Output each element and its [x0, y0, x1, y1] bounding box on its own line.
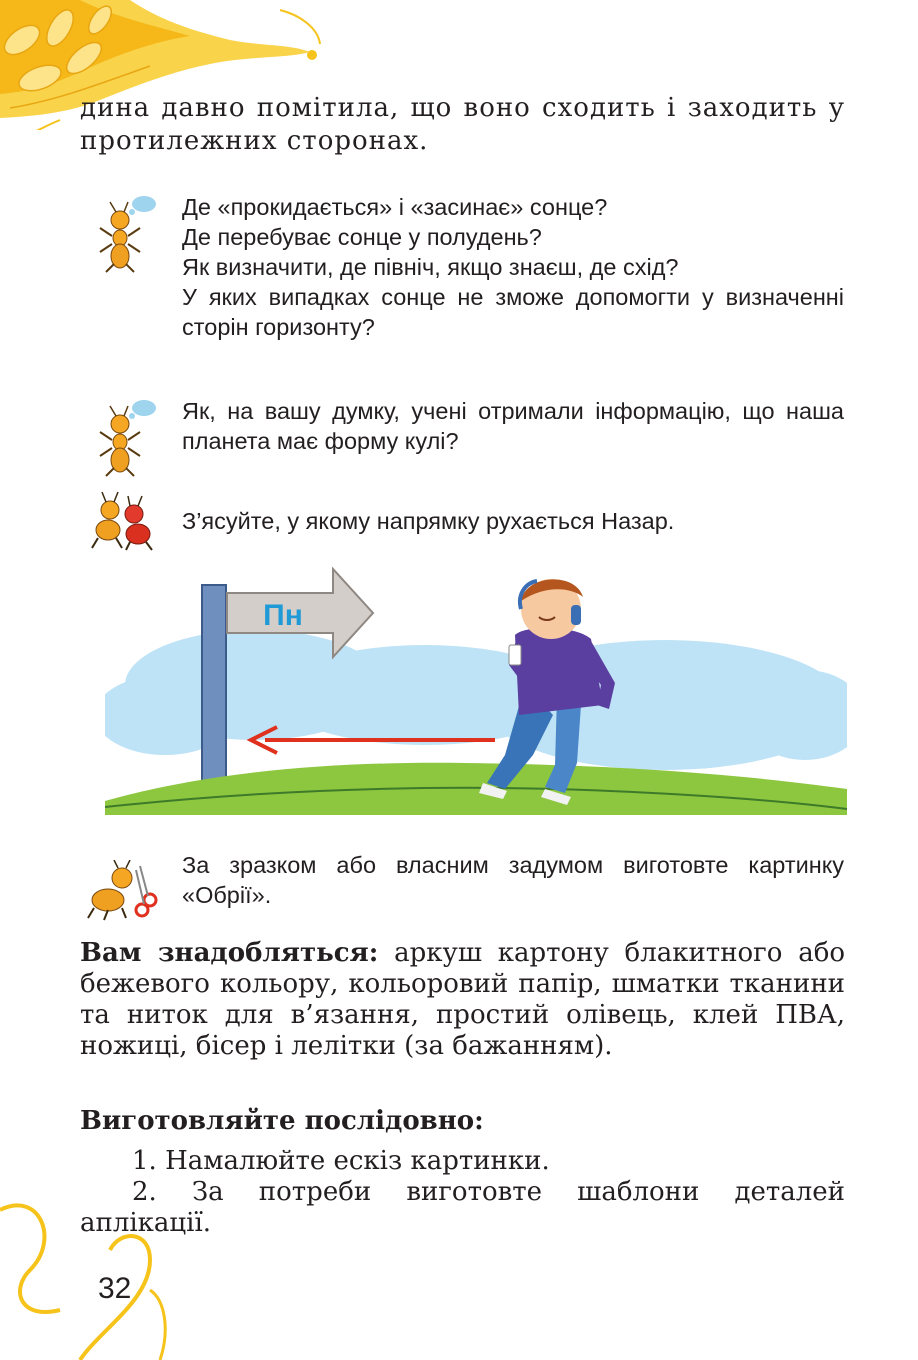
materials-label: Вам знадобляться:: [80, 938, 379, 968]
step-item: 1. Намалюйте ескіз картинки.: [132, 1146, 550, 1176]
ant-scissors-icon: [86, 860, 158, 924]
ant-pair-icon: [88, 488, 160, 552]
questions-block-1: [182, 192, 844, 342]
sign-label: Пн: [263, 599, 303, 632]
ant-thinking-icon: [94, 192, 158, 274]
intro-paragraph: дина давно помітила, що воно сходить і заходить у протилежних сторонах.: [80, 93, 845, 156]
steps-title: Виготовляйте послідовно:: [80, 1106, 484, 1136]
materials-paragraph: [80, 938, 845, 1062]
question-line: Де перебуває сонце у полудень?: [182, 224, 542, 250]
craft-task: За зразком або власним задумом виготовте картинку «Обрії».: [182, 852, 844, 908]
steps-list: [80, 1146, 845, 1239]
signpost-pole: [202, 585, 226, 781]
ant-thinking-icon: [94, 396, 158, 478]
task-direction: З’ясуйте, у якому напрямку рухається Назар.: [182, 508, 675, 534]
question-line: Як визначити, де північ, якщо знаєш, де схід?: [182, 254, 679, 280]
question-2: Як, на вашу думку, учені отримали інформацію, що наша планета має форму кулі?: [182, 398, 844, 454]
question-line: Де «прокидається» і «засинає» сонце?: [182, 194, 608, 220]
page-number: 32: [98, 1272, 132, 1305]
step-item: 2. За потреби виготовте шаблони деталей аплікації.: [80, 1177, 845, 1238]
materials-text: аркуш картону блакитного або бежевого кольору, кольоровий папір, шматки тканини та ниток для в’язання, простий олівець, клей ПВА, ножиці, бісер і лелітки (за бажанням).: [80, 938, 846, 1061]
illustration: [105, 565, 847, 815]
swirl-decoration-icon: [0, 1180, 180, 1360]
question-line: У яких випадках сонце не зможе допомогти у визначенні сторін горизонту?: [182, 284, 844, 340]
